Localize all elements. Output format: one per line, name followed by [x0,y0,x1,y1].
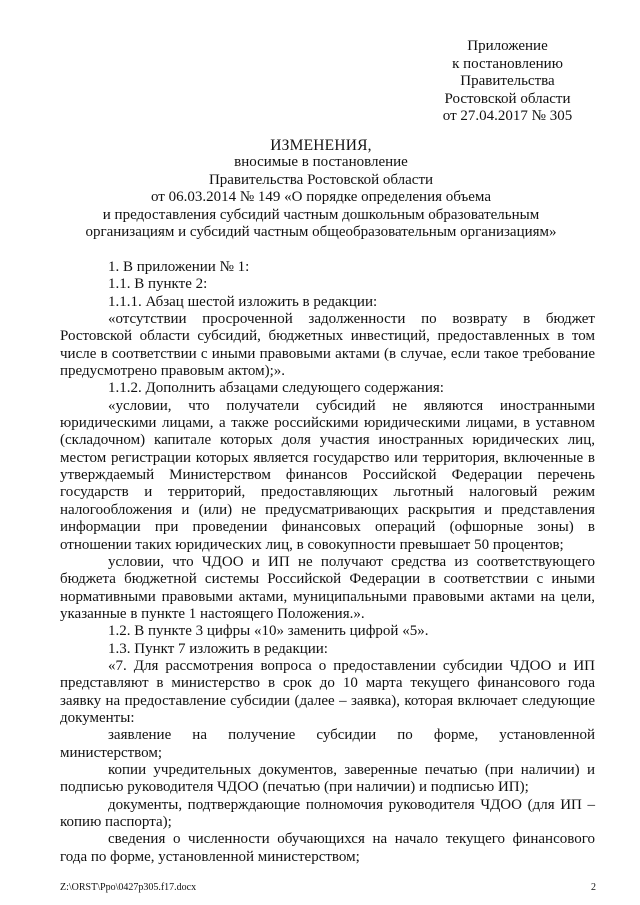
paragraph: документы, подтверждающие полномочия руководителя ЧДОО (для ИП – копию паспорта); [60,796,595,830]
paragraph: сведения о численности обучающихся на начало текущего финансового года по форме, установленной министерством; [60,831,595,865]
title-line: вносимые в постановление [234,154,408,171]
title-line: от 06.03.2014 № 149 «О порядке определения объема [151,189,491,206]
appendix-line: Приложение [467,38,548,54]
paragraph: «7. Для рассмотрения вопроса о предоставлении субсидии ЧДОО и ИП представляют в министерство в срок до 10 марта текущего финансового года заявку на предоставление субсидии (далее – заявка), которая включает следующие документы: [60,657,595,726]
paragraph: 1. В приложении № 1: [108,259,250,275]
paragraph: «условии, что получатели субсидий не являются иностранными юридическими лицами, а также российскими юридическими лицами, в уставном (складочном) капитале которых доля участия иностранных юридических лиц, местом регистрации которых является государство или территория, включенные в утверждаемый Министерством финансов Российской Федерации перечень государств и территорий, предоставляющих льготный налоговый режим налогообложения и (или) не предусматривающих раскрытия и представления информации при проведении финансовых операций (офшорные зоны) в отношении таких юридических лиц, в совокупности превышает 50 процентов; [60,397,595,553]
title-line: Правительства Ростовской области [208,171,434,188]
page-number: 2 [591,882,596,893]
appendix-line: от 27.04.2017 № 305 [442,108,573,125]
paragraph: копии учредительных документов, заверенные печатью (при наличии) и подписью руководителя ЧДОО (печатью (при наличии) и подписью ИП); [60,761,595,796]
paragraph: заявление на получение субсидии по форме, установленной министерством; [60,727,595,761]
document-body [60,259,595,866]
paragraph: 1.1.2. Дополнить абзацами следующего содержания: [108,380,444,397]
appendix-line: к постановлению [452,55,563,72]
document-title [60,137,582,241]
paragraph: 1.3. Пункт 7 изложить в редакции: [108,640,328,657]
paragraph: условии, что ЧДОО и ИП не получают средства из соответствующего бюджета бюджетной системы Российской Федерации в соответствии с иными нормативными правовыми актами, муниципальными правовыми актами на цели, указанные в пункте 1 настоящего Положения.». [60,553,595,622]
appendix-line: Правительства [460,73,555,90]
title-line: организациям и субсидий частным общеобразовательным организациям» [85,224,557,241]
page-footer [60,882,596,893]
paragraph: 1.2. В пункте 3 цифры «10» заменить цифрой «5». [108,623,429,640]
paragraph: «отсутствии просроченной задолженности по возврату в бюджет Ростовской области субсидий, бюджетных инвестиций, предоставленных в том числе в соответствии с иными правовыми актами (в случае, если такое требование предусмотрено правовым актом);». [60,311,595,380]
paragraph: 1.1. В пункте 2: [108,276,208,293]
appendix-line: Ростовской области [444,90,571,107]
title-heading: ИЗМЕНЕНИЯ, [270,137,372,154]
appendix-header [420,38,595,126]
title-line: и предоставления субсидий частным дошкольным образовательным [102,206,540,223]
file-path: Z:\ORST\Ppo\0427p305.f17.docx [60,882,197,893]
paragraph: 1.1.1. Абзац шестой изложить в редакции: [108,293,378,310]
